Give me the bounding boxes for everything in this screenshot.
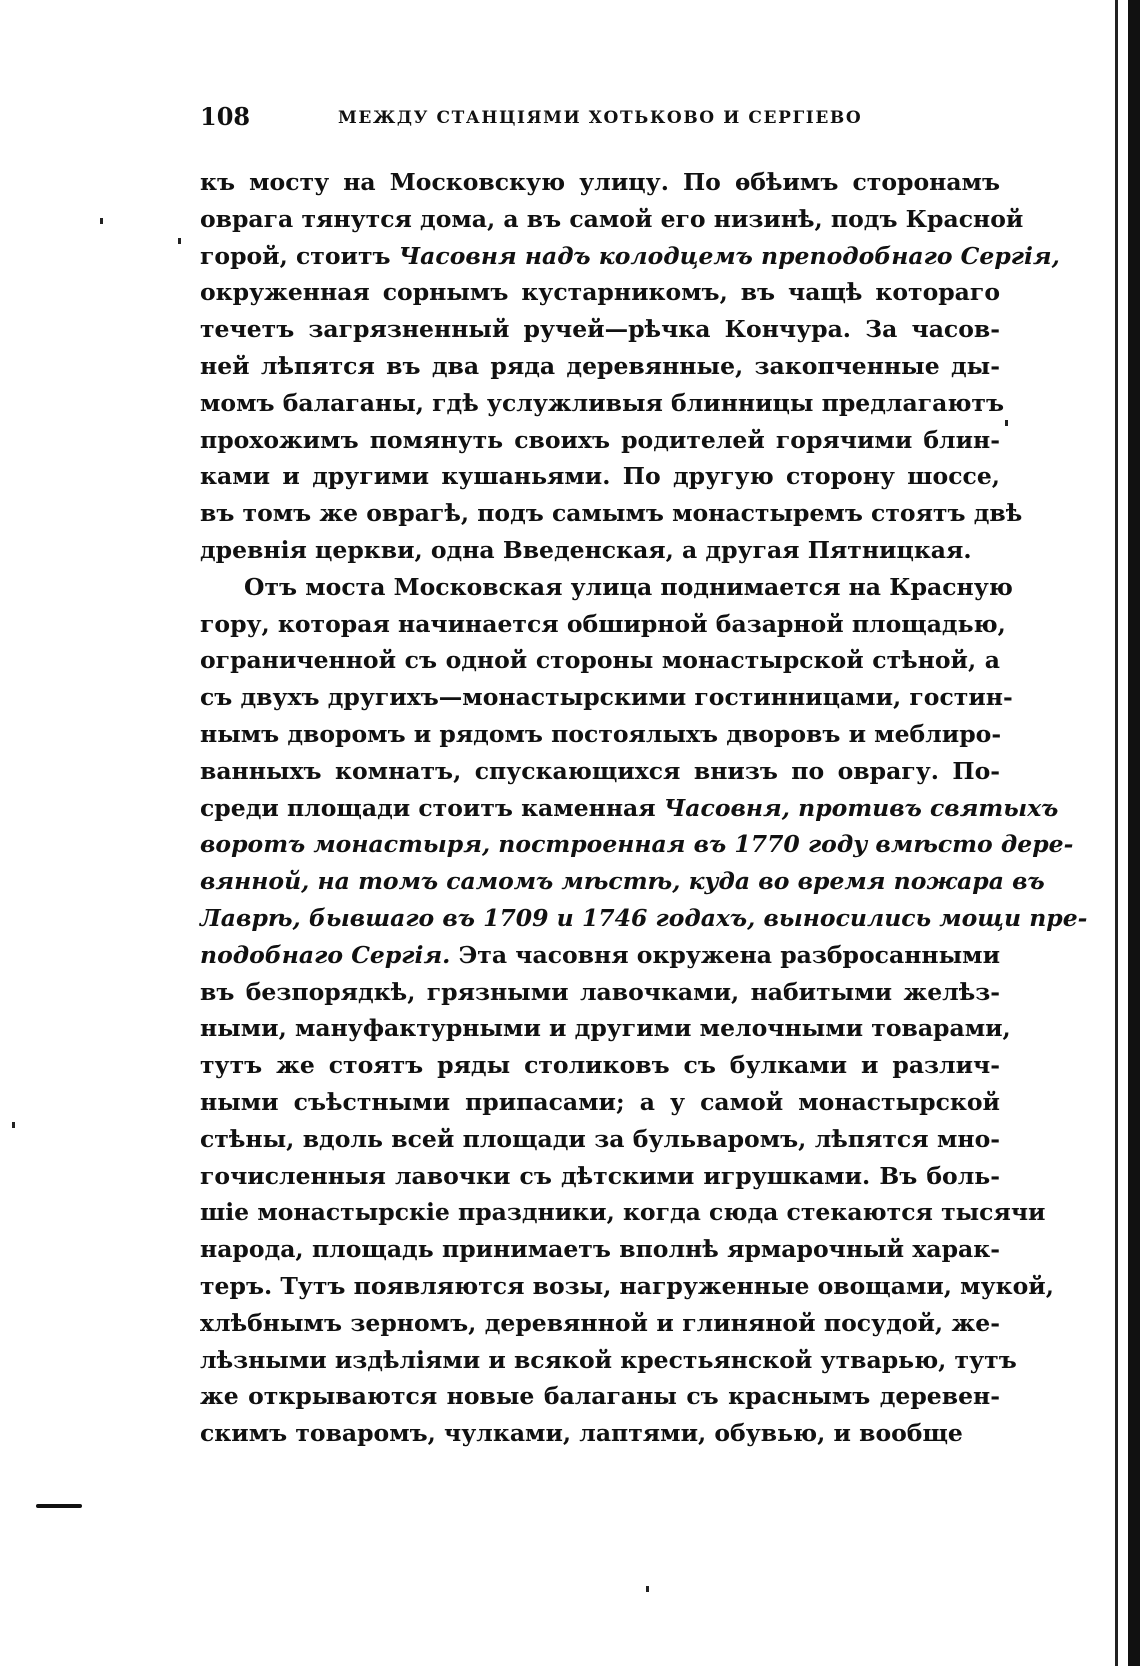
text-span: гочисленныя лавочки съ дѣтскими игрушками. Въ боль- (200, 1161, 1000, 1190)
text-span: среди площади стоитъ каменная (200, 793, 664, 822)
text-line (200, 274, 1000, 311)
text-span: прохожимъ помянуть своихъ родителей горячими блин- (200, 425, 1000, 454)
text-span: древнія церкви, одна Введенская, а другая Пятницкая. (200, 535, 972, 564)
text-line (200, 1121, 1000, 1158)
text-span: течетъ загрязненный ручей—рѣчка Кончура. За часов- (200, 315, 1000, 344)
text-line (200, 1342, 1017, 1379)
text-line (200, 311, 1000, 348)
italic-text: Лаврѣ, бывшаго въ 1709 и 1746 годахъ, выносились мощи пре- (200, 903, 1088, 932)
text-span: окруженная сорнымъ кустарникомъ, въ чащѣ котораго (200, 278, 1000, 307)
page-edge-shadow (1128, 0, 1140, 1666)
text-line (200, 238, 1060, 275)
text-span: шіе монастырскіе праздники, когда сюда стекаются тысячи (200, 1198, 1046, 1227)
text-line (200, 790, 1059, 827)
text-span: скимъ товаромъ, чулками, лаптями, обувью, и вообще (200, 1419, 963, 1448)
text-line (200, 753, 1000, 790)
text-line (200, 826, 1074, 863)
text-line (200, 1084, 1000, 1121)
margin-dash-mark (36, 1504, 82, 1508)
text-span: хлѣбнымъ зерномъ, деревянной и глиняной посудой, же- (200, 1308, 1000, 1337)
ink-speck (12, 1122, 15, 1128)
text-line (200, 1268, 1054, 1305)
text-span: ней лѣпятся въ два ряда деревянные, закопченные ды- (200, 351, 1000, 380)
text-span: момъ балаганы, гдѣ услужливыя блинницы предлагаютъ (200, 388, 1005, 417)
text-line (200, 1415, 1000, 1452)
text-span: къ мосту на Московскую улицу. По ѳбѣимъ сторонамъ (200, 168, 1000, 196)
body-text (200, 164, 1088, 1452)
text-line (200, 900, 1088, 937)
text-line (200, 1010, 1011, 1047)
page-edge-line (1115, 0, 1118, 1666)
text-span: оврага тянутся дома, а въ самой его низинѣ, подъ Красной (200, 204, 1024, 233)
text-line (200, 422, 1000, 459)
text-span: ограниченной съ одной стороны монастырской стѣной, а (200, 646, 1000, 675)
ink-speck (178, 238, 181, 244)
ink-speck (1005, 420, 1008, 426)
text-line (200, 937, 1000, 974)
text-span: съ двухъ другихъ—монастырскими гостинницами, гостин- (200, 683, 1013, 712)
text-line (200, 458, 1000, 495)
text-span: стѣны, вдоль всей площади за бульваромъ, лѣпятся мно- (200, 1124, 1000, 1153)
text-span: нымъ дворомъ и рядомъ постоялыхъ дворовъ и меблиро- (200, 719, 1002, 748)
text-line (200, 642, 1000, 679)
text-line (200, 1158, 1000, 1195)
text-line (200, 974, 1000, 1011)
text-line (200, 532, 1000, 569)
text-line (200, 201, 1024, 238)
text-line (200, 606, 1006, 643)
text-span: гору, которая начинается обширной базарной площадью, (200, 609, 1006, 638)
italic-text: воротъ монастыря, построенная въ 1770 году вмѣсто дере- (200, 830, 1074, 859)
text-line (200, 385, 1005, 422)
italic-text: вянной, на томъ самомъ мѣстѣ, куда во время пожара въ (200, 867, 1045, 896)
page-number: 108 (200, 102, 251, 131)
text-line (200, 1231, 1000, 1268)
text-line (200, 348, 1000, 385)
text-span: ными съѣстными припасами; а у самой монастырской (200, 1087, 1000, 1116)
italic-text: Часовня, противъ святыхъ (663, 793, 1059, 822)
text-span: въ безпорядкѣ, грязными лавочками, набитыми желѣз- (200, 977, 1000, 1006)
text-line (200, 1305, 1000, 1342)
text-span: Отъ моста Московская улица поднимается на Красную (244, 572, 1013, 601)
text-line (200, 495, 1023, 532)
text-span: тутъ же стоятъ ряды столиковъ съ булками и различ- (200, 1051, 1000, 1080)
text-line (200, 569, 1013, 606)
page-header (200, 102, 1000, 136)
text-span: лѣзными издѣліями и всякой крестьянской утварью, тутъ (200, 1345, 1017, 1374)
ink-speck (646, 1586, 649, 1592)
text-span: горой, стоитъ (200, 241, 399, 270)
ink-speck (100, 218, 103, 224)
text-span: ными, мануфактурными и другими мелочными товарами, (200, 1014, 1011, 1043)
text-span: же открываются новые балаганы съ краснымъ деревен- (200, 1382, 1000, 1411)
text-span: ванныхъ комнатъ, спускающихся внизъ по оврагу. По- (200, 756, 1000, 785)
italic-text: Часовня надъ колодцемъ преподобнаго Сергія, (398, 241, 1060, 270)
text-span: теръ. Тутъ появляются возы, нагруженные овощами, мукой, (200, 1271, 1054, 1300)
text-line (200, 1194, 1046, 1231)
italic-text: подобнаго Сергія. (200, 940, 451, 969)
text-span: народа, площадь принимаетъ вполнѣ ярмарочный харак- (200, 1235, 1000, 1264)
text-line (200, 679, 1013, 716)
text-span: въ томъ же оврагѣ, подъ самымъ монастыремъ стоятъ двѣ (200, 499, 1023, 528)
text-line (200, 1378, 1000, 1415)
text-span: Эта часовня окружена разбросанными (450, 940, 1001, 969)
text-line (200, 164, 1000, 201)
text-line (200, 716, 1000, 753)
text-span: ками и другими кушаньями. По другую сторону шоссе, (200, 462, 1000, 491)
running-head: МЕЖДУ СТАНЦІЯМИ ХОТЬКОВО И СЕРГІЕВО (338, 108, 863, 128)
text-line (200, 863, 1045, 900)
text-line (200, 1047, 1000, 1084)
